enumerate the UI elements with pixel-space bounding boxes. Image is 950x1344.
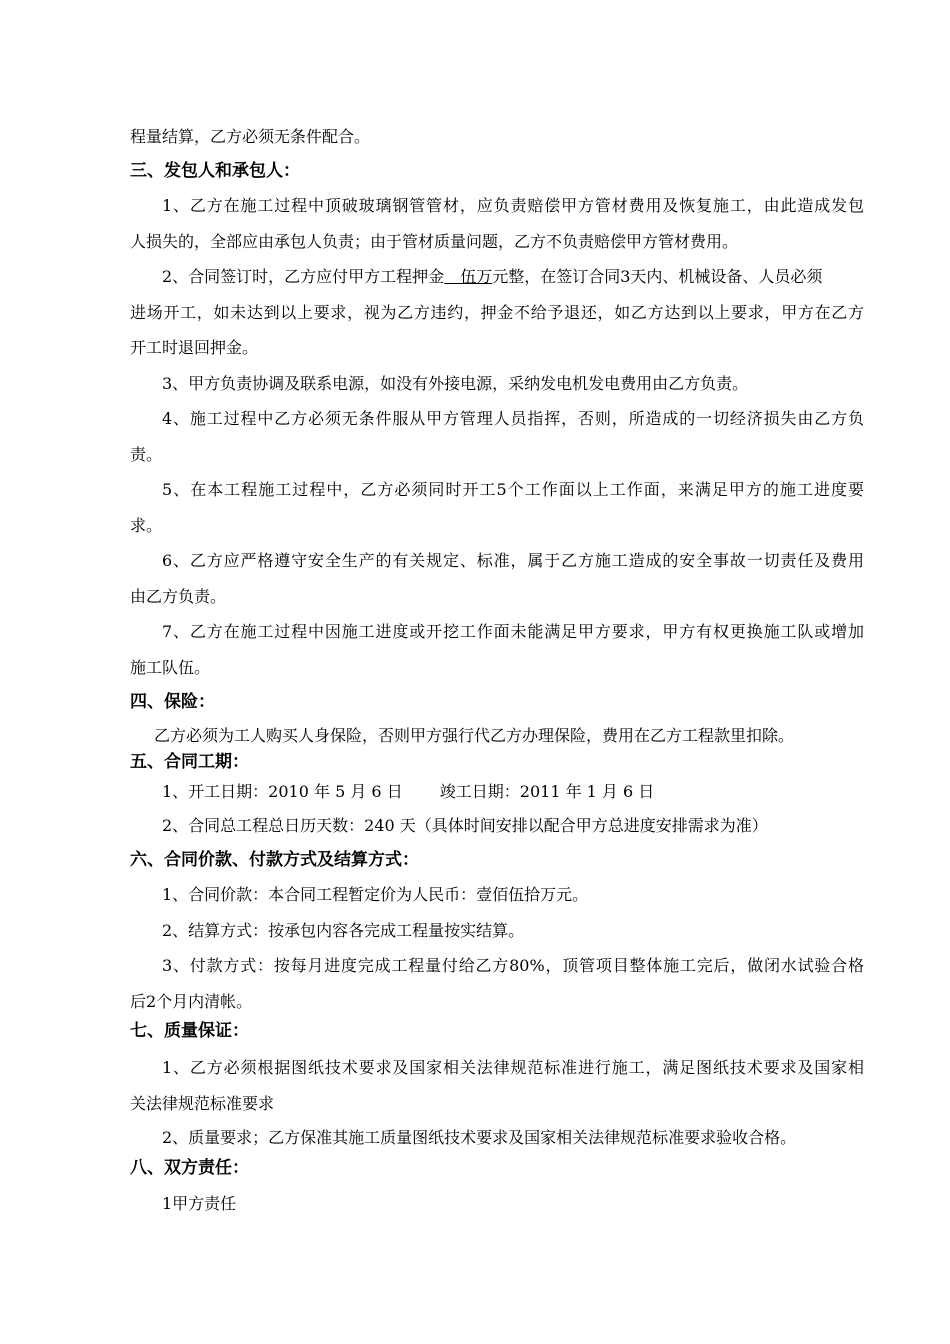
deposit-amount: 伍万 [444,267,493,286]
section-heading-6: 六、合同价款、付款方式及结算方式： [130,850,419,870]
paragraph-line: 2、合同总工程总日历天数：240 天（具体时间安排以配合甲方总进度安排需求为准） [162,816,768,835]
paragraph-line: 1、乙方必须根据图纸技术要求及国家相关法律规范标准进行施工，满足图纸技术要求及国家相 [162,1058,864,1077]
paragraph-line: 关法律规范标准要求 [130,1094,275,1113]
section-heading-3: 三、发包人和承包人： [130,161,300,181]
paragraph-line: 1甲方责任 [162,1194,237,1213]
section-heading-4: 四、保险： [130,692,215,712]
paragraph-line: 2、质量要求；乙方保准其施工质量图纸技术要求及国家相关法律规范标准要求验收合格。 [162,1128,797,1147]
paragraph-line: 4、施工过程中乙方必须无条件服从甲方管理人员指挥，否则，所造成的一切经济损失由乙方负 [162,409,864,428]
paragraph-line: 求。 [130,516,163,535]
paragraph-line: 1、乙方在施工过程中顶破玻璃钢管管材，应负责赔偿甲方管材费用及恢复施工，由此造成发包 [162,196,864,215]
paragraph-line: 乙方必须为工人购买人身保险，否则甲方强行代乙方办理保险，费用在乙方工程款里扣除。 [154,726,795,745]
paragraph-line: 3、付款方式：按每月进度完成工程量付给乙方80%，顶管项目整体施工完后，做闭水试验合格 [162,956,864,975]
section-heading-5: 五、合同工期： [130,752,249,772]
text-span: 元整，在签订合同3天内、机械设备、人员必须 [492,267,823,286]
paragraph-line: 后2个月内清帐。 [130,992,253,1011]
paragraph-line: 程量结算，乙方必须无条件配合。 [130,127,371,146]
text-span: 2、合同签订时，乙方应付甲方工程押金 [162,267,445,286]
paragraph-line: 6、乙方应严格遵守安全生产的有关规定、标准，属于乙方施工造成的安全事故一切责任及费用 [162,551,864,570]
section-heading-7: 七、质量保证： [130,1021,249,1041]
paragraph-line: 进场开工，如未达到以上要求，视为乙方违约，押金不给予退还，如乙方达到以上要求，甲方在乙方 [130,303,864,322]
paragraph-line: 人损失的，全部应由承包人负责；由于管材质量问题，乙方不负责赔偿甲方管材费用。 [130,232,739,251]
section-heading-8: 八、双方责任： [130,1158,249,1178]
paragraph-line: 1、合同价款：本合同工程暂定价为人民币：壹佰伍拾万元。 [162,885,589,904]
paragraph-line: 3、甲方负责协调及联系电源，如没有外接电源，采纳发电机发电费用由乙方负责。 [162,374,749,393]
paragraph-line: 1、开工日期：2010 年 5 月 6 日 竣工日期：2011 年 1 月 6 日 [162,782,655,801]
paragraph-line: 2、结算方式：按承包内容各完成工程量按实结算。 [162,921,525,940]
paragraph-line: 由乙方负责。 [130,587,227,606]
paragraph-line: 施工队伍。 [130,658,211,677]
paragraph-line: 开工时退回押金。 [130,338,259,357]
paragraph-line: 责。 [130,445,163,464]
paragraph-line [162,267,902,287]
paragraph-line: 5、在本工程施工过程中，乙方必须同时开工5个工作面以上工作面，来满足甲方的施工进度要 [162,480,864,499]
paragraph-line: 7、乙方在施工过程中因施工进度或开挖工作面未能满足甲方要求，甲方有权更换施工队或增加 [162,622,864,641]
